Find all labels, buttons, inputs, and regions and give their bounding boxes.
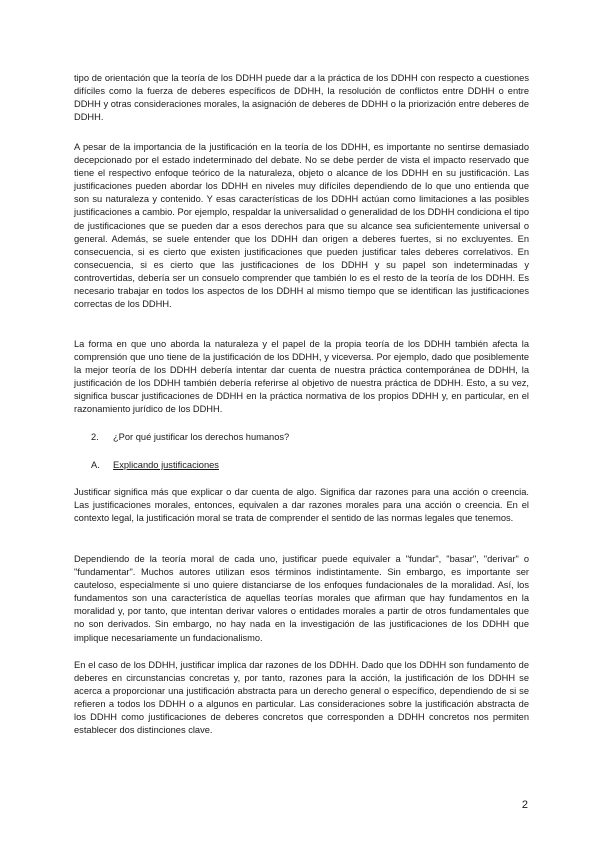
paragraph-6: En el caso de los DDHH, justificar implica dar razones de los DDHH. Dado que los DDHH son fundamento de deberes en circunstancias concretas y, por tanto, razones para la acción, la justificación de los DDHH se acerca a proporcionar una justificación abstracta para un derecho general o específico, dependiendo de si se refieren a todos los DDHH o a algunos en particular. Las consideraciones sobre la justificación abstracta de los DDHH como justificaciones de deberes concretos que corresponden a DDHH concretos nos permiten establecer dos distinciones clave. [74,660,529,736]
section-heading [91,431,289,444]
page-number: 2 [521,799,528,811]
subsection-heading [91,459,219,472]
subsection-title: Explicando justificaciones [113,460,219,470]
section-title: ¿Por qué justificar los derechos humanos? [113,432,290,442]
paragraph-5: Dependiendo de la teoría moral de cada uno, justificar puede equivaler a "fundar", "basar", "derivar" o "fundamentar". Muchos autores utilizan esos términos indistintamente. Sin embargo, es importante ser cauteloso, especialmente si uno quiere distanciarse de los enfoques fundacionales de la moralidad. Así, los fundamentos son una característica de aquellas teorías morales que afirman que hay fundamentos en la moralidad y, por tanto, que intentan derivar valores o entidades morales a partir de otros fundamentales que no son derivados. Sin embargo, no hay nada en la investigación de las justificaciones de los DDHH que implique necesariamente un fundacionalismo. [74,554,529,643]
section-number: 2. [91,432,99,442]
paragraph-4: Justificar significa más que explicar o dar cuenta de algo. Significa dar razones para una acción o creencia. Las justificaciones morales, entonces, equivalen a dar razones morales para una acción o creencia. En el contexto legal, la justificación moral se trata de comprender el sentido de las normas legales que tenemos. [74,487,529,524]
paragraph-3: La forma en que uno aborda la naturaleza y el papel de la propia teoría de los DDHH también afecta la comprensión que uno tiene de la justificación de los DDHH, y viceversa. Por ejemplo, dado que posiblemente la mejor teoría de los DDHH debería intentar dar cuenta de nuestra práctica contemporánea de DDHH, la justificación de los DDHH también debería referirse al objetivo de nuestra práctica de DDHH. Esto, a su vez, significa buscar justificaciones de DDHH en la práctica normativa de los propios DDHH y, en particular, en el razonamiento jurídico de los DDHH. [74,339,529,415]
paragraph-1: tipo de orientación que la teoría de los DDHH puede dar a la práctica de los DDHH con respecto a cuestiones difíciles como la fuerza de deberes específicos de DDHH, la resolución de conflictos entre DDHH o entre DDHH y otras consideraciones morales, la asignación de deberes de DDHH o la priorización entre deberes de DDHH. [74,73,529,123]
paragraph-2: A pesar de la importancia de la justificación en la teoría de los DDHH, es importante no sentirse demasiado decepcionado por el estado indeterminado del debate. No se debe perder de vista el impacto reservado que tiene el respectivo enfoque teórico de la naturaleza, objeto o alcance de los DDHH en su justificación. Las justificaciones pueden abordar los DDHH en niveles muy difíciles dependiendo de lo que uno entienda que son su naturaleza y contenido. Y esas características de los DDHH actúan como limitaciones a las posibles justificaciones a cambio. Por ejemplo, respaldar la universalidad o generalidad de los DDHH condiciona el tipo de justificaciones que se pueden dar a esos derechos para que su alcance sea suficientemente universal o general. Además, se suele entender que los DDHH dan origen a deberes fuertes, si no excluyentes. En consecuencia, si es cierto que existen justificaciones que pueden justificar tales deberes correlativos. En consecuencia, si es cierto que las justificaciones de los DDHH y su papel son indeterminadas y controvertidas, debería ser un consuelo comprender que también lo es el resto de la teoría de los DDHH. Es necesario trabajar en todos los aspectos de los DDHH al mismo tiempo que se identifican las justificaciones correctas de los DDHH. [74,142,529,310]
subsection-number: A. [91,460,100,470]
